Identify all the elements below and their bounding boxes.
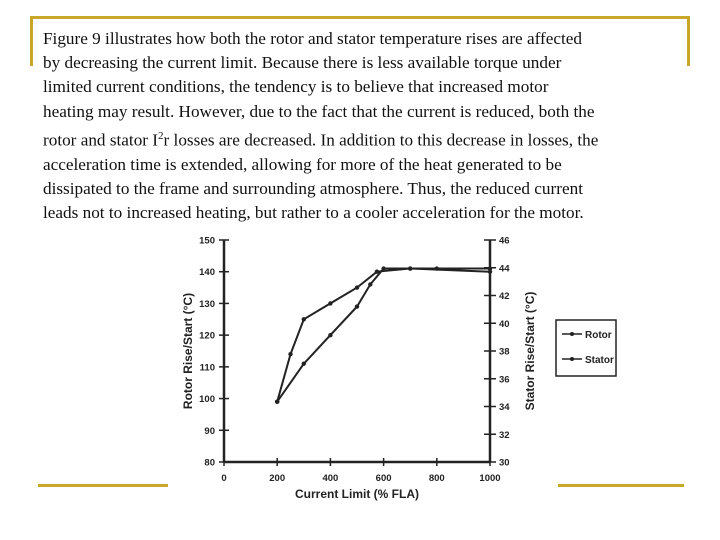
y-tick-label: 110 — [199, 362, 215, 374]
paragraph-line-start: rotor and stator I — [43, 130, 159, 150]
y2-axis-title: Stator Rise/Start (°C) — [523, 291, 537, 411]
y-tick-label: 140 — [199, 267, 215, 279]
bottom-left-rule — [38, 484, 168, 487]
stator-data-point — [368, 282, 372, 286]
x-axis-title: Current Limit (% FLA) — [295, 487, 419, 501]
x-tick-label: 800 — [428, 473, 445, 484]
rotor-data-point — [288, 352, 292, 356]
x-tick-label: 600 — [375, 473, 392, 484]
y-tick-label: 130 — [199, 298, 215, 310]
body-paragraph — [43, 27, 693, 225]
y-axis-title: Rotor Rise/Start (°C) — [181, 292, 195, 410]
frame-top-rule — [30, 16, 690, 19]
chart-legend — [556, 320, 616, 376]
superscript-two: 2 — [158, 129, 164, 142]
axis-ticks — [199, 236, 510, 485]
legend-stator-marker — [570, 357, 574, 361]
y2-tick-label: 34 — [499, 402, 510, 413]
x-tick-label: 0 — [221, 473, 227, 484]
y2-tick-label: 46 — [499, 235, 510, 247]
legend-box — [556, 320, 616, 376]
rotor-data-point — [302, 317, 306, 321]
rotor-data-point — [355, 285, 359, 289]
rotor-data-point — [328, 301, 332, 305]
frame-left-rule — [30, 16, 33, 66]
x-tick-label: 1000 — [479, 473, 501, 484]
y-tick-label: 100 — [199, 394, 215, 406]
legend-stator-label: Stator — [585, 355, 614, 366]
y-tick-label: 80 — [204, 457, 215, 469]
paragraph-line: dissipated to the frame and surrounding atmosphere. Thus, the reduced current — [43, 178, 583, 198]
paragraph-line: heating may result. However, due to the fact that the current is reduced, both the — [43, 101, 595, 121]
x-tick-label: 400 — [322, 473, 339, 484]
y-tick-label: 150 — [199, 235, 215, 247]
paragraph-line: limited current conditions, the tendency is to believe that increased motor — [43, 77, 549, 97]
series-group — [275, 266, 492, 404]
paragraph-line: leads not to increased heating, but rather to a cooler acceleration for the motor. — [43, 203, 584, 223]
rotor-series-line — [277, 269, 490, 402]
stator-data-point — [488, 270, 492, 274]
plot-area — [224, 240, 490, 462]
stator-data-point — [302, 361, 306, 365]
legend-rotor-label: Rotor — [585, 330, 612, 341]
bottom-right-rule — [558, 484, 684, 487]
y2-tick-label: 36 — [499, 374, 510, 386]
y2-tick-label: 42 — [499, 291, 510, 302]
paragraph-line — [43, 124, 693, 153]
paragraph-line: acceleration time is extended, allowing for more of the heat generated to be — [43, 154, 562, 174]
y2-tick-label: 38 — [499, 346, 510, 358]
y-tick-label: 90 — [204, 425, 215, 437]
y2-tick-label: 44 — [499, 263, 510, 275]
x-tick-label: 200 — [269, 473, 286, 484]
stator-data-point — [275, 400, 279, 404]
y-tick-label: 120 — [199, 330, 215, 342]
stator-data-point — [355, 304, 359, 308]
paragraph-line: Figure 9 illustrates how both the rotor and stator temperature rises are affected — [43, 29, 582, 48]
stator-series-line — [277, 269, 490, 402]
paragraph-line: by decreasing the current limit. Because there is less available torque under — [43, 53, 562, 73]
stator-data-point — [328, 333, 332, 337]
paragraph-line-end: r losses are decreased. In addition to this decrease in losses, the — [163, 130, 599, 150]
y2-tick-label: 40 — [499, 318, 510, 330]
stator-data-point — [381, 266, 385, 270]
y2-tick-label: 32 — [499, 429, 510, 441]
legend-rotor-marker — [570, 332, 574, 336]
y2-tick-label: 30 — [499, 457, 510, 469]
stator-data-point — [408, 266, 412, 270]
temperature-rise-chart — [170, 228, 630, 510]
